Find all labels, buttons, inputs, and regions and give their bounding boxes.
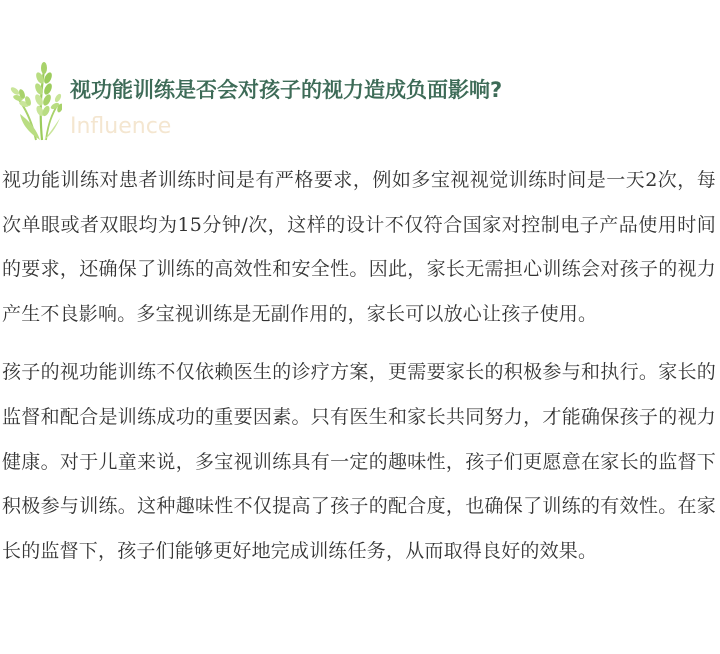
section-title: 视功能训练是否会对孩子的视力造成负面影响? <box>70 78 503 102</box>
body-paragraph-2: 孩子的视功能训练不仅依赖医生的诊疗方案，更需要家长的积极参与和执行。家长的监督和配合是训练成功的重要因素。只有医生和家长共同努力，才能确保孩子的视力健康。对于儿童来说，多宝视训练具有一定的趣味性，孩子们更愿意在家长的监督下积极参与训练。这种趣味性不仅提高了孩子的配合度，也确保了训练的有效性。在家长的监督下，孩子们能够更好地完成训练任务，从而取得良好的效果。 <box>2 361 716 562</box>
section-header <box>2 0 716 152</box>
section-subtitle: Influence <box>70 114 172 139</box>
wheat-icon <box>6 58 62 142</box>
body-paragraph-1: 视功能训练对患者训练时间是有严格要求，例如多宝视视觉训练时间是一天2次，每次单眼或者双眼均为15分钟/次，这样的设计不仅符合国家对控制电子产品使用时间的要求，还确保了训练的高效性和安全性。因此，家长无需担心训练会对孩子的视力产生不良影响。多宝视训练是无副作用的，家长可以放心让孩子使用。 <box>2 169 716 325</box>
